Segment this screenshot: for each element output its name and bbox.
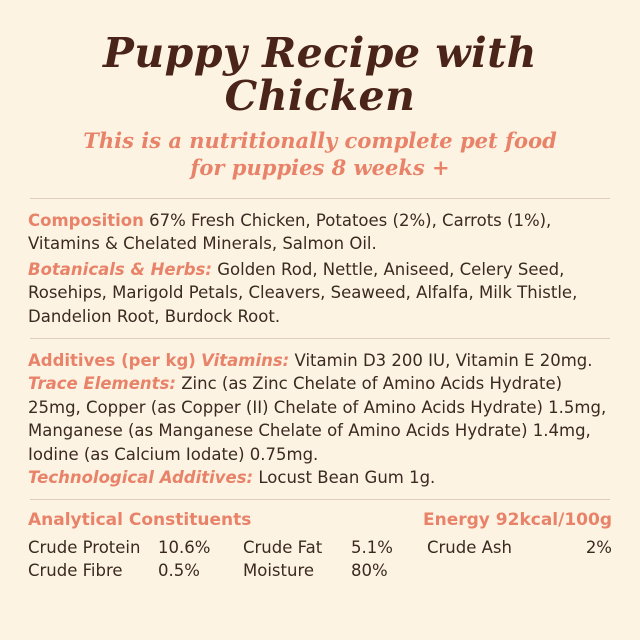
analytical-header: [28, 510, 612, 530]
constituent-name: Moisture: [243, 561, 315, 581]
composition-section: [28, 209, 612, 328]
constituent-value: 2%: [585, 538, 612, 558]
additives-label: Additives (per kg): [28, 350, 196, 370]
constituent-value: 80%: [351, 561, 388, 581]
constituent-value: [527, 559, 612, 582]
constituent-value: 5.1%: [351, 538, 393, 558]
analytical-heading: Analytical Constituents: [28, 510, 252, 531]
constituent-value: 10.6%: [158, 538, 211, 558]
subtitle: [28, 128, 612, 182]
trace-elements-label: Trace Elements:: [28, 374, 176, 394]
table-row: [28, 536, 612, 559]
vitamins-label: Vitamins:: [201, 350, 290, 370]
vitamins-text: Vitamin D3 200 IU, Vitamin E 20mg.: [294, 350, 593, 370]
constituent-name: Crude Fibre: [28, 561, 123, 581]
additives-section: [28, 349, 612, 490]
constituent-name: Crude Ash: [427, 538, 512, 558]
technological-additives-text: Locust Bean Gum 1g.: [258, 468, 436, 488]
constituent-value: 0.5%: [158, 561, 200, 581]
analytical-table: [28, 536, 612, 582]
energy-value: Energy 92kcal/100g: [422, 510, 612, 531]
botanicals-text: Golden Rod, Nettle, Aniseed, Celery Seed, Rosehips, Marigold Petals, Cleavers, Seaweed, Alfalfa, Milk Thistle, Dandelion Root, Burdock Root.: [28, 259, 578, 326]
subtitle-line-2: for puppies 8 weeks +: [190, 154, 450, 180]
composition-text: 67% Fresh Chicken, Potatoes (2%), Carrots (1%), Vitamins & Chelated Minerals, Salmon Oil.: [28, 210, 552, 254]
technological-additives-label: Technological Additives:: [28, 468, 254, 488]
composition-label: Composition: [28, 210, 144, 230]
trace-elements-text: Zinc (as Zinc Chelate of Amino Acids Hydrate) 25mg, Copper (as Copper (II) Chelate of Amino Acids Hydrate) 1.5mg, Manganese (as Manganese Chelate of Amino Acids Hydrate) 1.4mg, Iodine (as Calcium Iodate) 0.75mg.: [28, 374, 607, 464]
divider-bottom: [30, 499, 610, 500]
table-row: [28, 559, 612, 582]
page-title: Puppy Recipe with Chicken: [103, 29, 537, 121]
subtitle-line-1: This is a nutritionally complete pet food: [83, 128, 557, 154]
constituent-name: [427, 559, 527, 582]
botanicals-label: Botanicals & Herbs:: [28, 259, 212, 279]
constituent-name: Crude Protein: [28, 538, 141, 558]
divider-top: [30, 198, 610, 199]
constituent-name: Crude Fat: [243, 538, 323, 558]
divider-middle: [30, 338, 610, 339]
